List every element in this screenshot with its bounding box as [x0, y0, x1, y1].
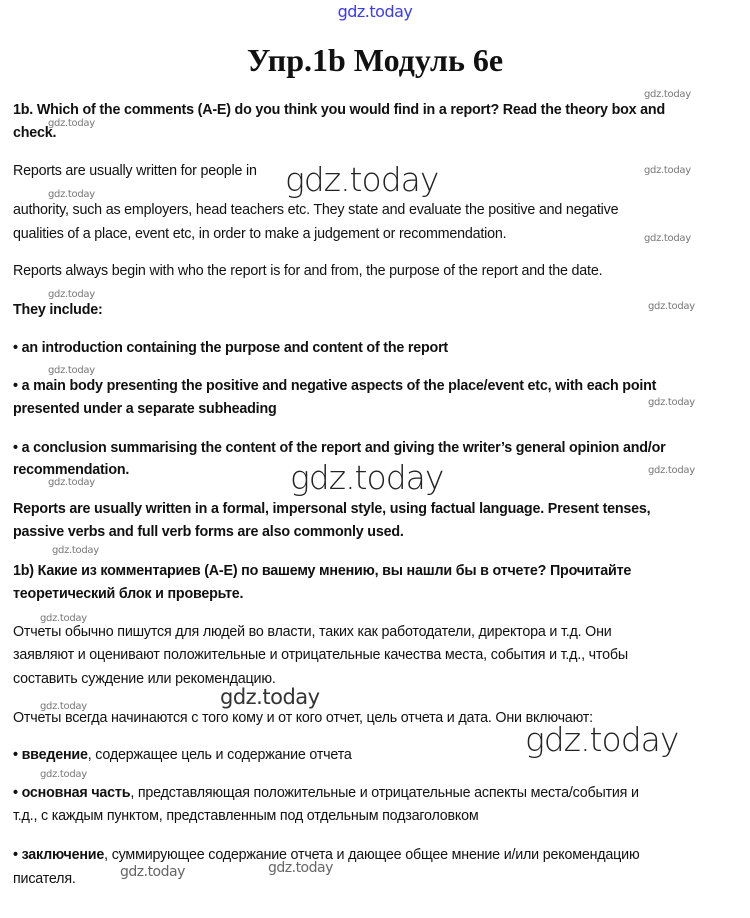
paragraph-ru-1-line2: заявляют и оценивают положительные и отрицательные качества места, события и т.д., чтобы: [13, 647, 628, 663]
bullet-ru-main-body-cont: т.д., с каждым пунктом, представленным под отдельным подзаголовком: [13, 808, 479, 824]
watermark: gdz.today: [48, 365, 95, 376]
watermark: gdz.today: [644, 165, 691, 176]
paragraph-ru-1-line3: составить суждение или рекомендацию.: [13, 671, 276, 687]
task-heading-ru: 1b) Какие из комментариев (A-E) по вашему мнению, вы нашли бы в отчете? Прочитайте: [13, 563, 632, 579]
bullet-ru-main-body: [13, 783, 639, 803]
watermark: gdz.today: [40, 769, 87, 780]
bullet-ru-conclusion-cont: писателя.: [13, 871, 76, 887]
watermark: gdz.today: [220, 685, 320, 709]
bullet-ru-introduction-term: • введение: [13, 747, 88, 763]
task-heading-en: 1b. Which of the comments (A-E) do you think you would find in a report? Read the theory box and: [13, 102, 665, 118]
watermark: gdz.today: [648, 301, 695, 312]
bullet-en-introduction: • an introduction containing the purpose and content of the report: [13, 340, 448, 356]
watermark: gdz.today: [48, 477, 95, 488]
bullet-ru-main-body-term: • основная часть: [13, 785, 131, 801]
watermark: gdz.today: [285, 160, 439, 199]
style-note-en: Reports are usually written in a formal, impersonal style, using factual language. Present tenses,: [13, 501, 651, 517]
paragraph-en-2: Reports always begin with who the report is for and from, the purpose of the report and the date.: [13, 263, 603, 279]
they-include-heading: They include:: [13, 302, 103, 318]
watermark: gdz.today: [648, 465, 695, 476]
bullet-en-conclusion: • a conclusion summarising the content of the report and giving the writer’s general opinion and/or: [13, 440, 666, 456]
watermark: gdz.today: [644, 233, 691, 244]
bullet-ru-conclusion-text: , суммирующее содержание отчета и дающее общее мнение и/или рекомендацию: [104, 847, 640, 863]
paragraph-ru-2: Отчеты всегда начинаются с того кому и от кого отчет, цель отчета и дата. Они включают:: [13, 710, 593, 726]
watermark: gdz.today: [48, 189, 95, 200]
watermark: gdz.today: [648, 397, 695, 408]
bullet-ru-introduction-text: , содержащее цель и содержание отчета: [87, 747, 352, 763]
watermark: gdz.today: [40, 701, 87, 712]
watermark: gdz.today: [290, 458, 444, 497]
bullet-en-main-body: • a main body presenting the positive and negative aspects of the place/event etc, with each point: [13, 378, 657, 394]
bullet-ru-introduction: [13, 745, 352, 765]
watermark-top: gdz.today: [337, 2, 413, 21]
task-heading-ru-cont: теоретический блок и проверьте.: [13, 586, 244, 602]
watermark: gdz.today: [120, 864, 185, 880]
paragraph-en-1-line3: qualities of a place, event etc, in order to make a judgement or recommendation.: [13, 226, 507, 242]
paragraph-en-1: Reports are usually written for people in: [13, 163, 257, 179]
paragraph-ru-1: Отчеты обычно пишутся для людей во власти, таких как работодатели, директора и т.д. Они: [13, 624, 612, 640]
watermark: gdz.today: [52, 545, 99, 556]
style-note-en-cont: passive verbs and full verb forms are also commonly used.: [13, 524, 404, 540]
watermark: gdz.today: [48, 289, 95, 300]
page-title: Упр.1b Модуль 6е: [246, 42, 504, 78]
task-heading-en-cont: check.: [13, 125, 57, 141]
watermark: gdz.today: [525, 720, 679, 759]
bullet-ru-main-body-text: , представляющая положительные и отрицательные аспекты места/события и: [130, 785, 639, 801]
watermark: gdz.today: [268, 860, 333, 876]
watermark: gdz.today: [644, 89, 691, 100]
watermark: gdz.today: [40, 613, 87, 624]
bullet-en-conclusion-cont: recommendation.: [13, 462, 130, 478]
bullet-en-main-body-cont: presented under a separate subheading: [13, 401, 277, 417]
paragraph-en-1-line2: authority, such as employers, head teachers etc. They state and evaluate the positive and negative: [13, 202, 619, 218]
bullet-ru-conclusion-term: • заключение: [13, 847, 105, 863]
watermark: gdz.today: [48, 118, 95, 129]
